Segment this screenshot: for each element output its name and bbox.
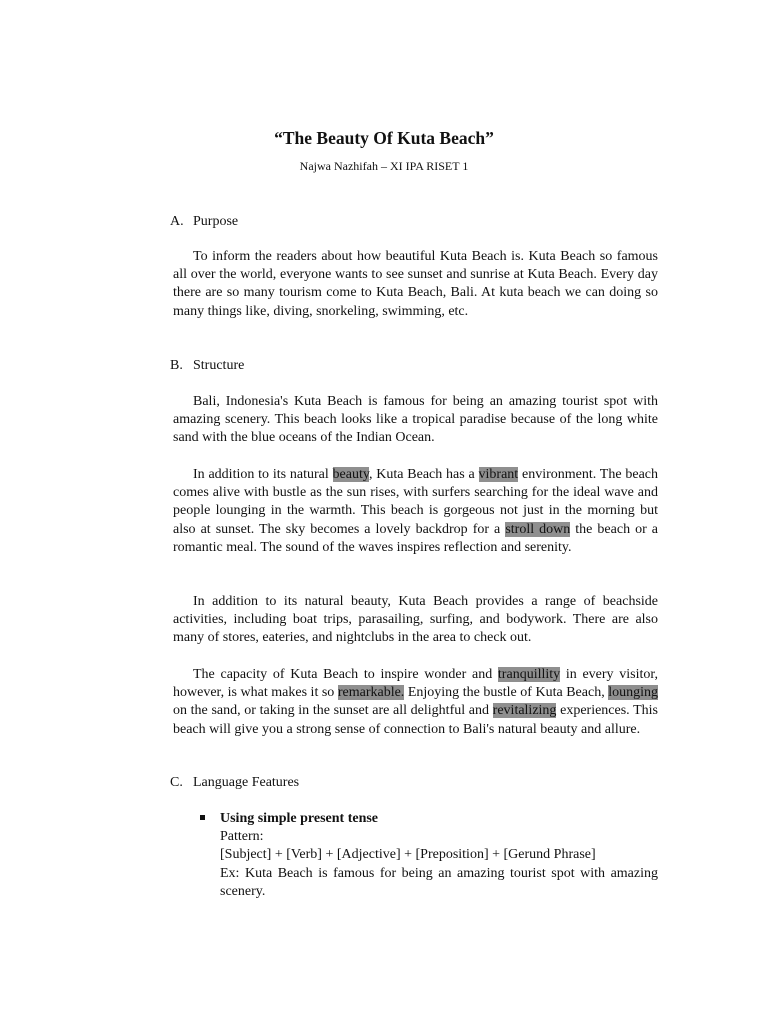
highlighted-word: revitalizing xyxy=(492,703,557,719)
section-heading-structure xyxy=(170,357,244,375)
highlighted-word: tranquillity xyxy=(497,667,561,682)
text-run: , Kuta Beach has a xyxy=(368,467,479,482)
text-run: the beach or a romantic meal. The sound of the waves inspires reflection and serenity. xyxy=(173,521,659,555)
structure-paragraph-3: In addition to its natural beauty, Kuta Beach provides a range of beachside activities, including boat trips, parasailing, surfing, and bodywork. There are also many of stores, eateries, and nightclubs in the area to check out. xyxy=(173,594,658,646)
section-letter: A. xyxy=(170,214,184,229)
structure-paragraph-2 xyxy=(173,466,658,557)
highlighted-word: lounging xyxy=(608,685,659,701)
text-run: experiences. This beach will give you a strong sense of connection to Bali's natural beauty and allure. xyxy=(173,703,658,737)
structure-paragraph-4 xyxy=(173,666,658,739)
highlighted-word: remarkable. xyxy=(337,685,405,701)
section-letter: B. xyxy=(170,358,183,373)
section-heading-text: Language Features xyxy=(193,775,300,790)
square-bullet-icon xyxy=(200,815,205,820)
text-run: on the sand, or taking in the sunset are all delightful and xyxy=(173,703,493,719)
section-heading-text: Structure xyxy=(193,358,245,373)
text-run: Enjoying the bustle of Kuta Beach, xyxy=(404,685,609,701)
section-heading-text: Purpose xyxy=(193,214,239,229)
purpose-paragraph: To inform the readers about how beautiful Kuta Beach is. Kuta Beach so famous all over the world, everyone wants to see sunset and sunrise at Kuta Beach. Every day there are so many tourism come to Kuta Beach, Bali. At kuta beach we can doing so many things like, diving, snorkeling, swimming, etc. xyxy=(173,249,658,319)
document-author: Najwa Nazhifah – XI IPA RISET 1 xyxy=(299,159,469,173)
pattern-label: Pattern: xyxy=(220,829,264,845)
section-letter: C. xyxy=(170,775,183,790)
section-heading-purpose xyxy=(170,213,238,231)
highlighted-word: beauty xyxy=(332,467,369,482)
highlighted-word: stroll down xyxy=(505,521,571,537)
section-heading-language-features xyxy=(170,774,299,792)
document-title: “The Beauty Of Kuta Beach” xyxy=(274,128,494,148)
highlighted-word: vibrant xyxy=(478,467,519,482)
bullet-title: Using simple present tense xyxy=(220,811,379,826)
pattern-formula: [Subject] + [Verb] + [Adjective] + [Preposition] + [Gerund Phrase] xyxy=(220,847,596,863)
bullet-content xyxy=(220,810,658,901)
structure-paragraph-1: Bali, Indonesia's Kuta Beach is famous for being an amazing tourist spot with amazing scenery. This beach looks like a tropical paradise because of the long white sand with the blue oceans of the Indian Ocean. xyxy=(173,394,658,446)
text-run: The capacity of Kuta Beach to inspire wonder and xyxy=(193,667,498,682)
text-run: In addition to its natural xyxy=(193,467,333,482)
pattern-example: Ex: Kuta Beach is famous for being an amazing tourist spot with amazing scenery. xyxy=(220,865,658,899)
text-run: in every visitor, however, is what makes it so xyxy=(173,667,658,701)
text-run: environment. The beach comes alive with bustle as the sun rises, with surfers searching for the ideal wave and people lounging in the warmth. This beach is gorgeous not just in the morning but also at sunset. The sky becomes a lovely backdrop for a xyxy=(173,467,658,537)
